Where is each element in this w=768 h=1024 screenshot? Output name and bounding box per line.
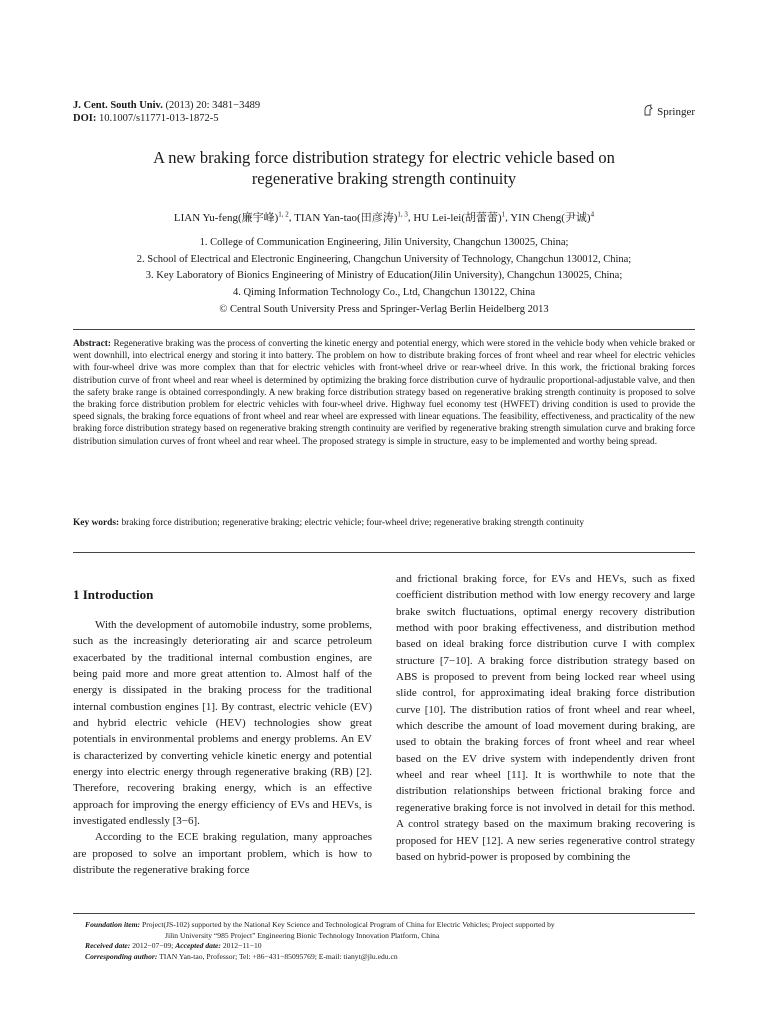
dates: Received date: 2012−07−09; Accepted date: 2012−11−10: [85, 941, 262, 950]
doi-label: DOI:: [73, 113, 97, 124]
author: LIAN Yu-feng(廉宇峰)$^{1, 2}$: [173, 210, 289, 224]
body-column-right: [396, 571, 695, 865]
abstract-label: Abstract:: [73, 339, 112, 349]
journal-volume: (2013) 20: 3481−3489: [165, 100, 261, 111]
keywords-label: Key words:: [73, 518, 120, 528]
paragraph: and frictional braking force, for EVs and HEVs, such as fixed coefficient distribution method with low energy recovery and large brake switch fluctuations, optimal energy recovery distribution method with poor braking effectiveness, and distribution method based on ideal braking force distribution curve I with complex structure [7−10]. A braking force distribution strategy based on ABS is proposed to prevent from being locked rear wheel using slide control, for approximating ideal braking force distribution curve [10]. The distribution ratios of front wheel and rear wheel, which describe the amount of load movement during braking, are used to obtain the braking forces of front wheel and rear wheel based on the EV drive system with independently driven front wheel and rear wheel [11]. It is worthwhile to note that the distribution relationships between frictional braking force and regenerative braking force is not involved in detail for this method. A control strategy based on the maximum braking recovering is proposed for HEV [12]. A new series regenerative control strategy based on hybrid-power is proposed by combining the: [396, 573, 695, 863]
footnotes: [85, 920, 695, 962]
affiliation: 1. College of Communication Engineering, Jilin University, Changchun 130025, China;: [199, 237, 569, 248]
publisher-name: Springer: [657, 105, 695, 118]
title-line: regenerative braking strength continuity: [251, 169, 517, 188]
author: HU Lei-lei(胡蕾蕾)$^1$: [413, 210, 506, 224]
affiliation: 4. Qiming Information Technology Co., Ltd, Changchun 130122, China: [232, 286, 536, 298]
body-column-left: [73, 617, 372, 879]
paragraph: With the development of automobile industry, some problems, such as the increasingly deteriorating air and scarce petroleum exacerbated by the traditional internal combustion engines, are being paid more and more great attention to. Almost half of the energy is dissipated in the braking process for the traditional internal combustion engines [1]. By contrast, electric vehicle (EV) and hybrid electric vehicle (HEV) technologies show great potentials in environmental problems and energy problems. An EV is characterized by converting vehicle kinetic energy and potential energy into electric energy through regenerative braking (RB) [2]. Therefore, recovering braking energy, which is an effective approach for improving the energy efficiency of EVs and HEVs, is investigated endlessly [3−6].: [73, 619, 372, 828]
foundation-item: Foundation item: Project(JS-102) supported by the National Key Science and Technological Program of China for Electric Vehicles; Project supported by: [85, 920, 555, 929]
author: YIN Cheng(尹诚)$^4$: [510, 210, 595, 224]
abstract: [73, 338, 695, 448]
affiliation-list: [60, 235, 708, 301]
paragraph: According to the ECE braking regulation, many approaches are proposed to solve an important problem, which is how to distribute the regenerative braking force: [73, 831, 372, 877]
journal-citation: [73, 99, 260, 125]
copyright-notice: © Central South University Press and Springer-Verlag Berlin Heidelberg 2013: [219, 304, 549, 315]
affiliation: 3. Key Laboratory of Bionics Engineering of Ministry of Education(Jilin University), Changchun 130025, China;: [145, 270, 623, 281]
divider: [73, 552, 695, 553]
abstract-text: Regenerative braking was the process of converting the kinetic energy and potential energy, which were stored in the vehicle body when vehicle braked or went downhill, into electrical energy and storing it into battery. The problem on how to distribute braking forces of front wheel and rear wheel for electric vehicles with four-wheel drive was more complex than that for electric vehicles with front-wheel drive or rear-wheel drive. In this work, the frictional braking forces distribution curve of front wheel and rear wheel is determined by optimizing the braking force distribution curve of hydraulic proportional-adjustable valve, and then the safety brake range is obtained correspondingly. A new braking force distribution strategy based on regenerative braking strength continuity is proposed to solve the braking force distribution problem for electric vehicles with four-wheel drive. Highway fuel economy test (HWFET) driving condition is used to provide the speed signals, the braking force equations of front wheel and rear wheel are expressed with linear equations. The feasibility, effectiveness, and practicality of the new braking force distribution strategy based on regenerative braking strength continuity are verified by regenerative braking strength simulation curve and braking force distribution simulation curves of front wheel and rear wheel. The proposed strategy is simple in structure, easy to be implemented and worthy being spread.: [73, 339, 696, 447]
section-heading: 1 Introduction: [73, 587, 154, 602]
keywords: [73, 517, 695, 529]
affiliation: 2. School of Electrical and Electronic Engineering, Changchun University of Technology, Changchun 130012, China;: [136, 253, 632, 265]
paper-title: [60, 147, 708, 189]
corresponding-author: Corresponding author: TIAN Yan-tao, Professor; Tel: +86−431−85095769; E-mail: tianyt@jlu.edu.cn: [85, 951, 398, 961]
divider: [73, 329, 695, 330]
divider: [73, 913, 695, 914]
publisher-logo: [642, 104, 695, 119]
title-line: A new braking force distribution strategy for electric vehicle based on: [153, 148, 615, 167]
doi-value: 10.1007/s11771-013-1872-5: [98, 113, 219, 124]
foundation-item-cont: Jilin University “985 Project” Engineering Bionic Technology Innovation Platform, China: [165, 930, 440, 940]
author: TIAN Yan-tao(田彦涛)$^{1, 3}$: [294, 210, 408, 224]
journal-name: J. Cent. South Univ.: [73, 100, 163, 111]
springer-horse-icon: [642, 104, 654, 119]
author-list: LIAN Yu-feng(廉宇峰)$^{1, 2}$, TIAN Yan-tao(田彦涛)$^{1, 3}$, HU Lei-lei(胡蕾蕾)$^1$, YIN Cheng(尹诚)$^4$: [173, 210, 595, 224]
keywords-text: braking force distribution; regenerative braking; electric vehicle; four-wheel drive; regenerative braking strength continuity: [121, 518, 585, 528]
